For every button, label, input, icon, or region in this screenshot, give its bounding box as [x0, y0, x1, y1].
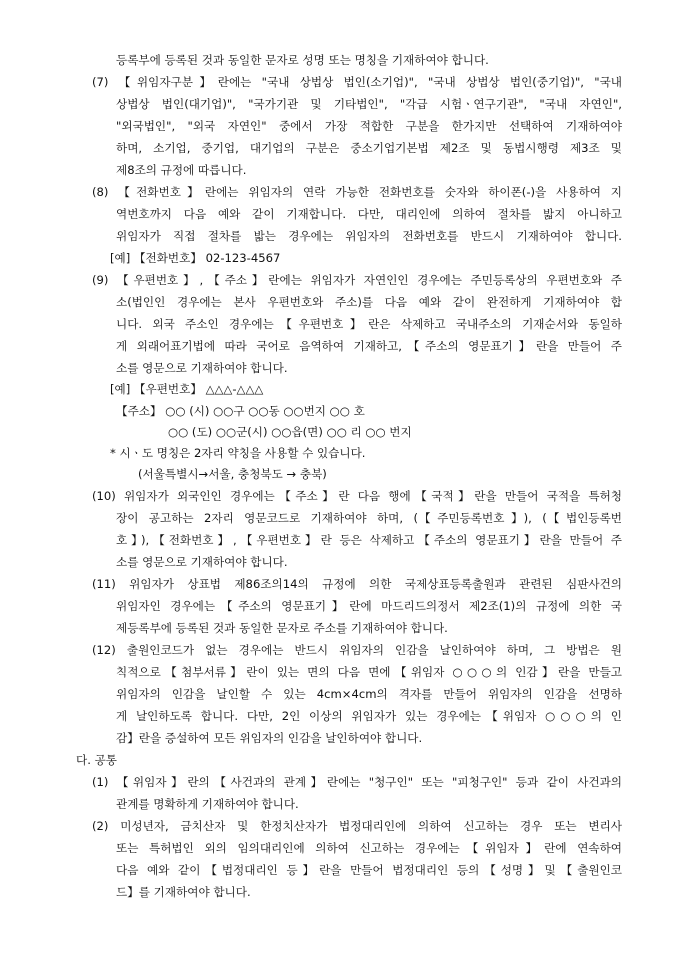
common-item-2-line: 드】를 기재하여야 합니다.	[116, 885, 251, 899]
item-12-line: 감】란을 증설하여 모든 위임자의 인감을 날인하여야 합니다.	[116, 731, 423, 745]
item-10-line: (10) 위임자가 외국인인 경우에는【주소】란 다음 행에【국적】란을 만들어 국적을 특허청	[92, 489, 622, 503]
item-11-line: 위임자인 경우에는【주소의 영문표기】란에 마드리드의정서 제2조(1)의 규정에 의한 국	[116, 599, 622, 613]
item-8-line: 역번호까지 다음 예와 같이 기재합니다. 다만, 대리인에 의하여 절차를 밟지 아니하고	[116, 207, 622, 221]
item-10-line: 호】),【전화번호】,【우편번호】란 등은 삭제하고【주소의 영문표기】란을 만들어 주	[116, 533, 622, 547]
item-7-line: 제8조의 규정에 따릅니다.	[116, 163, 247, 177]
item-11-line: 제등록부에 등록된 것과 동일한 문자로 주소를 기재하여야 합니다.	[116, 621, 448, 635]
item-12-line: 위임자의 인감을 날인할 수 있는 4cm×4cm의 격자를 만들어 위임자의 인감을 선명하	[116, 687, 622, 701]
common-item-2-line: 다음 예와 같이【법정대리인 등】란을 만들어 법정대리인 등의【성명】및【출원인코	[116, 863, 622, 877]
example-line: 【주소】 ○○ (시) ○○구 ○○동 ○○번지 ○○ 호	[116, 404, 365, 418]
text-line: 등록부에 등록된 것과 동일한 문자로 성명 또는 명칭을 기재하여야 합니다.	[116, 53, 489, 67]
note-line: (서울특별시→서울, 충청북도 → 충북)	[138, 467, 327, 481]
item-8-line: (8) 【전화번호】란에는 위임자의 연락 가능한 전화번호를 숫자와 하이폰(-)을 사용하여 지	[92, 185, 622, 199]
item-9-line: 게 외래어표기법에 따라 국어로 음역하여 기재하고,【주소의 영문표기】란을 만들어 주	[116, 339, 622, 353]
example-line: [예] 【우편번호】 △△△-△△△	[110, 382, 264, 396]
item-9-line: 소(법인인 경우에는 본사 우편번호와 주소)를 다음 예와 같이 완전하게 기재하여야 합	[116, 295, 622, 309]
item-9-line: (9) 【우편번호】,【주소】란에는 위임자가 자연인인 경우에는 주민등록상의 우편번호와 주	[92, 273, 622, 287]
common-item-1-line: (1) 【위임자】란의【사건과의 관계】란에는 "청구인" 또는 "피청구인" 등과 같이 사건과의	[92, 775, 622, 789]
item-7-line: 하며, 소기업, 중기업, 대기업의 구분은 중소기업기본법 제2조 및 동법시행령 제3조 및	[116, 141, 622, 155]
item-8-line: 위임자가 직접 절차를 밟는 경우에는 위임자의 전화번호를 반드시 기재하여야 합니다.	[116, 229, 622, 243]
common-item-1-line: 관계를 명확하게 기재하여야 합니다.	[116, 797, 299, 811]
item-7-line: (7) 【위임자구분】란에는 "국내 상법상 법인(소기업)", "국내 상법상 법인(중기업)", "국내	[92, 75, 622, 89]
item-10-line: 장이 공고하는 2자리 영문코드로 기재하여야 하며, (【주민등록번호】), (【법인등록번	[116, 511, 622, 525]
item-12-line: 칙적으로【첨부서류】란이 있는 면의 다음 면에【위임자 ○○○의 인감】란을 만들고	[116, 665, 622, 679]
common-item-2-line: (2) 미성년자, 금치산자 및 한정치산자가 법정대리인에 의하여 신고하는 경우 또는 변리사	[92, 819, 622, 833]
item-12-line: 게 날인하도록 합니다. 다만, 2인 이상의 위임자가 있는 경우에는【위임자 ○○○의 인	[116, 709, 622, 723]
section-heading: 다. 공통	[76, 753, 117, 767]
common-item-2-line: 또는 특허법인 외의 임의대리인에 의하여 신고하는 경우에는【위임자】란에 연속하여	[116, 841, 622, 855]
item-10-line: 소를 영문으로 기재하여야 합니다.	[116, 555, 288, 569]
item-11-line: (11) 위임자가 상표법 제86조의14의 규정에 의한 국제상표등록출원과 관련된 심판사건의	[92, 577, 622, 591]
item-9-line: 니다. 외국 주소인 경우에는【우편번호】란은 삭제하고 국내주소의 기재순서와 동일하	[116, 317, 622, 331]
item-7-line: 상법상 법인(대기업)", "국가기관 및 기타법인", "각급 시험ㆍ연구기관", "국내 자연인",	[116, 97, 622, 111]
note-line: * 시ㆍ도 명칭은 2자리 약칭을 사용할 수 있습니다.	[110, 446, 366, 460]
item-7-line: "외국법인", "외국 자연인" 중에서 가장 적합한 구분을 한가지만 선택하여 기재하여야	[116, 119, 622, 133]
example-line: [예] 【전화번호】 02-123-4567	[110, 251, 281, 265]
item-12-line: (12) 출원인코드가 없는 경우에는 반드시 위임자의 인감을 날인하여야 하며, 그 방법은 원	[92, 643, 622, 657]
item-9-line: 소를 영문으로 기재하여야 합니다.	[116, 361, 288, 375]
example-line: ○○ (도) ○○군(시) ○○읍(면) ○○ 리 ○○ 번지	[168, 425, 412, 439]
